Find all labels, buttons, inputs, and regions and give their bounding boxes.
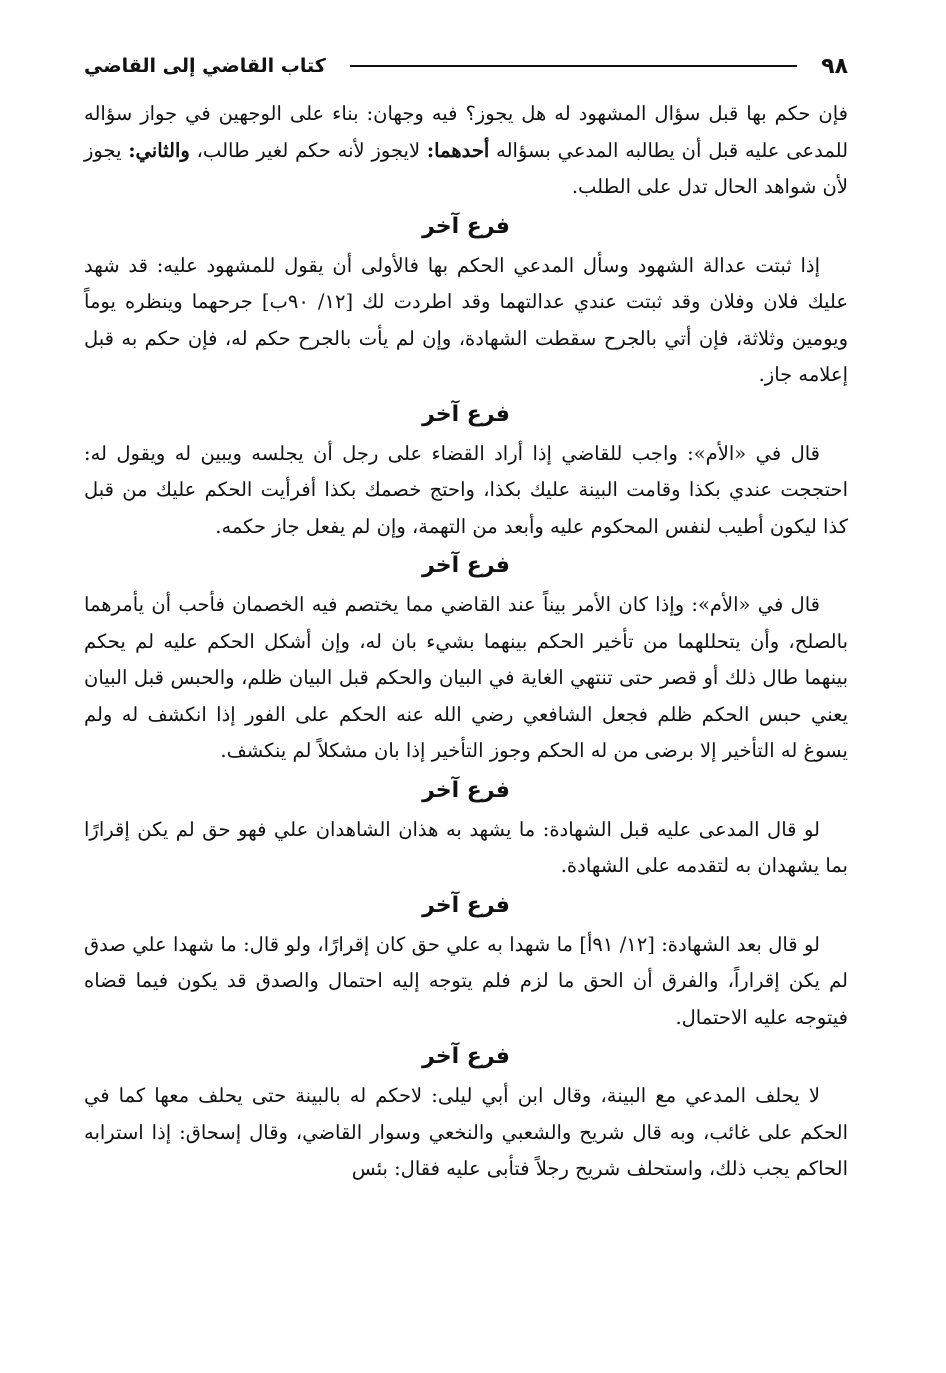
header-rule [350,65,797,67]
section-heading: فرع آخر [422,1044,510,1069]
intro-text: فإن حكم بها قبل سؤال المشهود له هل يجوز؟ فيه وجهان: بناء على الوجهين في جواز سؤاله للمدعى عليه قبل أن يطالبه المدعي بسؤاله [84,102,849,162]
intro-paragraph [84,96,848,206]
section-paragraph: إذا ثبتت عدالة الشهود وسأل المدعي الحكم بها فالأولى أن يقول للمشهود عليه: قد شهد عليك فلان وفلان وقد ثبتت عندي عدالتهما وقد اطردت لك [١٢/ ٩٠ب] جرحهما وينظره يوماً ويومين وثلاثة، فإن أتي بالجرح سقطت الشهادة، وإن لم يأت بالجرح حكم له، فإن حكم به قبل إعلامه جاز. [84,253,848,386]
section-paragraph: لو قال بعد الشهادة: [١٢/ ٩١أ] ما شهدا به علي حق كان إقرارًا، ولو قال: ما شهدا علي صدق لم يكن إقراراً، والفرق أن الحق ما لزم فلم يتوجه إليه احتمال والصدق قد يكون فيما قضاه فيتوجه عليه الاحتمال. [84,932,848,1029]
section-heading: فرع آخر [422,213,510,239]
section-heading: فرع آخر [422,401,510,427]
book-title: كتاب القاضي إلى القاضي [84,55,326,77]
page [84,46,848,1188]
second-opinion-text: يجوز لأن شواهد الحال تدل على الطلب. [84,138,848,198]
section-heading: فرع آخر [422,777,510,803]
second-opinion-label: والثاني: [128,138,190,162]
first-opinion-label: أحدهما: [426,138,490,162]
running-header [84,46,848,86]
section-paragraph: لا يحلف المدعي مع البينة، وقال ابن أبي ليلى: لاحكم له بالبينة حتى يحلف معها كما في الحكم على غائب، وبه قال شريح والشعبي والنخعي وسوار القاضي، وقال إسحاق: إذا استرابه الحاكم يجب ذلك، واستحلف شريح رجلاً فتأبى عليه فقال: بئس [84,1084,848,1180]
first-opinion-text: لايجوز لأنه حكم لغير طالب، [196,138,421,162]
page-number: ٩٨ [821,53,848,79]
section-paragraph: قال في «الأم»: وإذا كان الأمر بيناً عند القاضي مما يختصم فيه الخصمان فأحب أن يأمرهما بالصلح، وأن يتحللهما من تأخير الحكم بينهما بشيء بان له، وإن أشكل الحكم عليه لم يحكم بينهما طال ذلك أو قصر حتى تنتهي الغاية في البيان والحكم قبل البيان ظلم، والحبس قبل البيان يعني حبس الحكم ظلم فجعل الشافعي رضي الله عنه الحكم على الفور إذا انكشف له ولم يسوغ له التأخير إلا برضى من له الحكم وجوز التأخير إذا بان مشكلاً لم ينكشف. [84,593,848,762]
section-heading: فرع آخر [422,553,510,578]
section-paragraph: قال في «الأم»: واجب للقاضي إذا أراد القضاء على رجل أن يجلسه ويبين له ويقول له: احتججت عندي بكذا وقامت البينة عليك بكذا، واحتج خصمك بكذا أفرأيت الحكم عليك من قبل كذا ليكون أطيب لنفس المحكوم عليه وأبعد من التهمة، وإن لم يفعل جاز حكمه. [84,441,848,538]
section-paragraph: لو قال المدعى عليه قبل الشهادة: ما يشهد به هذان الشاهدان علي فهو حق لم يكن إقرارًا بما يشهدان به لتقدمه على الشهادة. [84,817,848,877]
section-heading: فرع آخر [422,892,510,918]
